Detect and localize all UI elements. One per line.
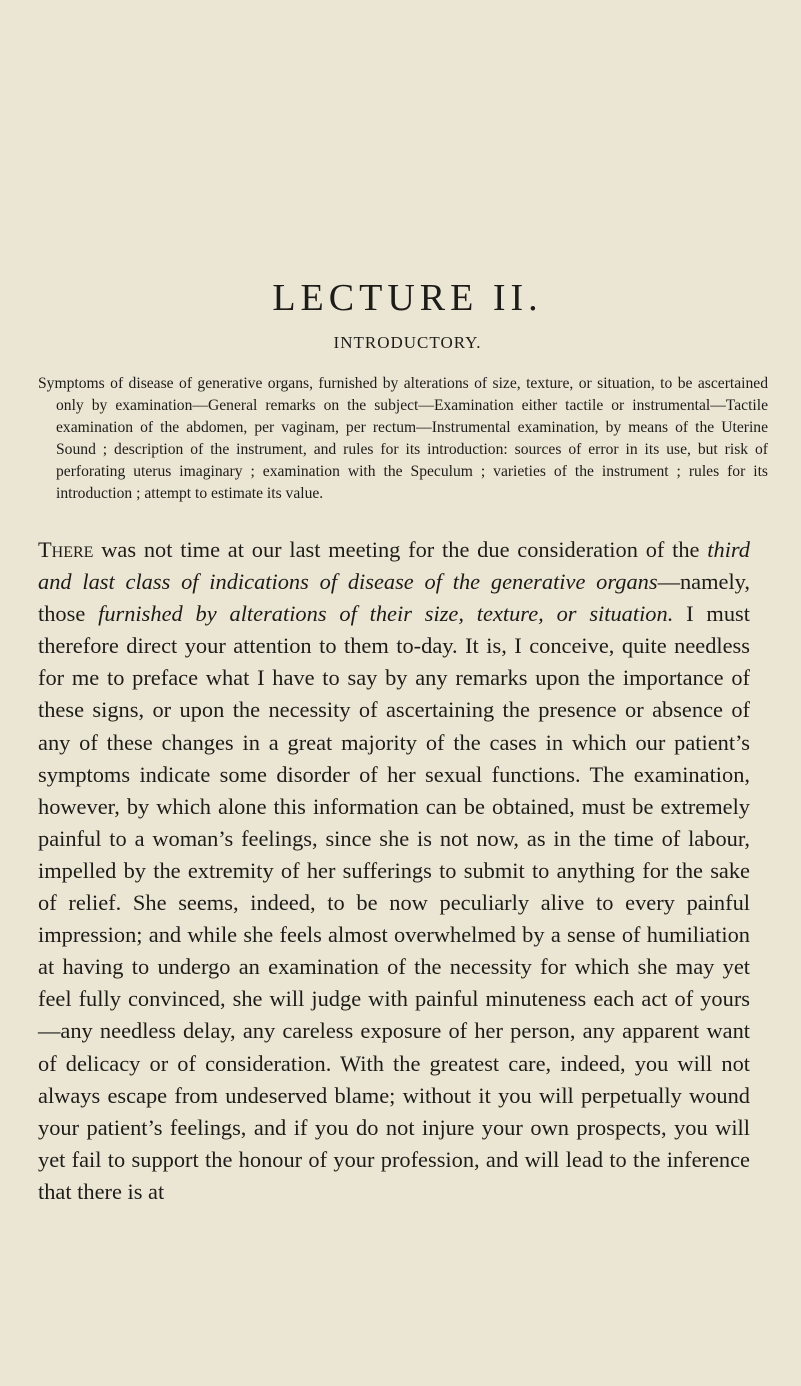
paragraph-text-3: I must therefore direct your attention to them to-day. It is, I conceive, quite needless for me to preface what I have to say by any remarks upon the importance of these signs, or upon the necessity of ascertaining the presence or absence of any of these changes in a great majority of the cases in which our patient’s symptoms indicate some disorder of her sexual functions. The examination, however, by which alone this information can be obtained, must be extremely painful to a woman’s feelings, since she is not now, as in the time of labour, impelled by the extremity of her sufferings to submit to anything for the sake of relief. She seems, indeed, to be now peculiarly alive to every painful impression; and while she feels almost overwhelmed by a sense of humiliation at having to undergo an examination of the necessity for which she may yet feel fully convinced, she will judge with painful minuteness each act of yours—any needless delay, any careless exposure of her person, any apparent want of delicacy or of consideration. With the greatest care, indeed, you will not always escape from undeserved blame; without it you will perpetually wound your patient’s feelings, and if you do not injure your own prospects, you will yet fail to support the honour of your profession, and will lead to the inference that there is at (38, 601, 750, 1204)
italic-phrase-2: furnished by alterations of their size, texture, or situation. (98, 601, 674, 627)
paragraph-text-1: was not time at our last meeting for the due consideration of the (93, 537, 708, 562)
lecture-subtitle: INTRODUCTORY. (333, 333, 482, 352)
chapter-synopsis: Symptoms of disease of generative organs, furnished by alterations of size, texture, or situation, to be ascertained only by examination—General remarks on the subject—Examination either tactile or instrumental—Tactile examination of the abdomen, per vaginam, per rectum—Instrumental examination, by means of the Uterine Sound ; description of the instrument, and rules for its introduction: sources of error in its use, but risk of perforating uterus imaginary ; examination with the Speculum ; varieties of the instrument ; rules for its introduction ; attempt to estimate its value. (38, 375, 768, 502)
lead-word: There (38, 537, 94, 562)
paragraph-text-2: —namely, those (38, 569, 750, 627)
italic-phrase-1: third and last class of indications of disease of the generative organs (38, 537, 750, 595)
body-paragraph (38, 534, 750, 1208)
lecture-title: LECTURE II. (272, 277, 543, 319)
